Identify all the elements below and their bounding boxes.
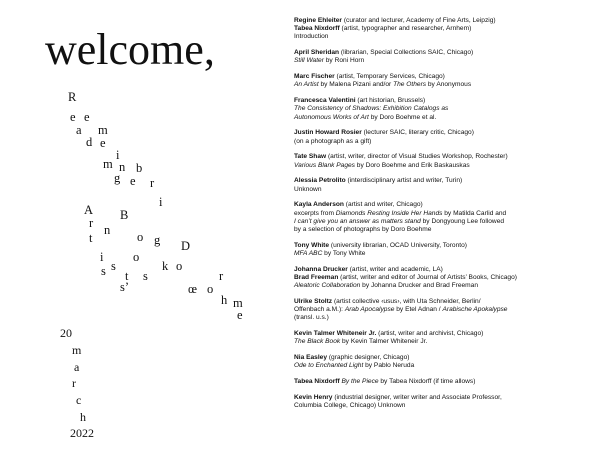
entry-line [294,330,594,338]
reading-entry [294,129,594,145]
speaker-name: April Sheridan [294,49,340,57]
entry-text: by Johanna Drucker and Brad Freeman [360,282,478,290]
scatter-letter: s [143,269,148,283]
scatter-letter: e [70,110,76,124]
reading-entry [294,330,594,346]
entry-text: Introduction [294,33,329,41]
speaker-name: Regine Ehleiter [294,17,343,24]
welcome-heading: welcome, [45,25,215,74]
scatter-letter: o [137,230,144,244]
reading-entry [294,17,594,42]
work-title: Arab Apocalypse [344,306,395,314]
reading-entry [294,153,594,169]
scatter-letter: R [68,90,77,104]
work-title: Diamonds Resting Inside Her Hands [335,209,443,217]
scatter-letter: i [159,195,163,209]
work-title: An Artist [294,81,319,89]
reading-entry [294,378,594,386]
scatter-letter: o [176,259,183,273]
date-part: 2022 [70,426,94,440]
speaker-name: Brad Freeman [294,274,339,282]
entry-line [294,153,594,161]
scatter-letter: s [111,259,116,273]
speaker-name: Kayla Anderson [294,201,344,209]
scatter-letter: m [233,296,243,310]
entry-text: (interdisciplinary artist and writer, Turin) [345,177,463,185]
entry-line [294,354,594,362]
entry-line [294,218,594,226]
entry-line [294,226,594,234]
date-part: h [80,410,86,424]
scatter-letter: o [207,282,214,296]
reading-entry [294,242,594,258]
entry-text: (lecturer SAIC, literary critic, Chicago) [361,129,474,137]
reading-entry [294,394,594,410]
scatter-letter: œ [188,282,198,296]
entry-line [294,266,594,274]
scatter-letter: d [86,135,93,149]
entry-text: by a selection of photographs by Doro Boehme [294,226,432,234]
scatter-letter: i [100,250,104,264]
scatter-letter: a [76,123,82,137]
work-title: Aleatoric Collaboration [294,282,361,290]
entry-line [294,210,594,218]
scatter-letter: i [116,148,120,162]
scatter-letter: s’ [120,280,130,294]
scatter-letter: t [125,269,129,283]
entry-line [294,138,594,146]
speaker-name: Francesca Valentini [294,97,356,105]
entry-line [294,274,594,282]
speaker-name: Kevin Talmer Whiteneir Jr. [294,330,377,338]
reading-entry [294,266,594,291]
entry-text: excerpts from [294,209,336,217]
entry-line [294,362,594,370]
speaker-name: Kevin Henry [294,394,333,402]
scatter-letter: B [120,208,129,222]
entry-text: by Tony White [322,250,366,258]
scatter-letter: g [114,171,121,185]
date-part: c [76,393,82,407]
entry-line [294,49,594,57]
speaker-name: Tabea Nixdorff [294,378,340,386]
scattered-title [0,0,280,450]
work-title: Ode to Enchanted Light [294,362,364,370]
scatter-letter: h [221,293,228,307]
work-title: I can’t give you an answer as matters stand [294,217,421,225]
entry-line [294,17,594,25]
entry-line [294,394,594,402]
scatter-letter: m [98,123,108,137]
scatter-letter: r [219,269,224,283]
entry-text: (artist, writer, director of Visual Studies Workshop, Rochester) [326,153,508,161]
entry-line [294,298,594,306]
entry-text: (artist collective ‹usus›, with Uta Schneider, Berlin/ [332,298,481,306]
entry-text: (graphic designer, Chicago) [327,354,410,362]
scatter-letter: n [104,223,111,237]
entry-line [294,314,594,322]
entry-line [294,97,594,105]
entry-line [294,402,594,410]
entry-text: by Etel Adnan / [394,306,443,314]
entry-text: (artist, writer and editor of Journal of Artists’ Books, Chicago) [338,274,517,282]
reading-entry [294,97,594,122]
entry-text: by Kevin Talmer Whiteneir Jr. [340,338,428,346]
reading-entry [294,177,594,193]
reading-entry [294,49,594,65]
entry-line [294,201,594,209]
scatter-letter: e [84,110,90,124]
entry-line [294,162,594,170]
entry-text: by Dongyoung Lee followed [420,217,505,225]
entry-text: by Pablo Neruda [363,362,415,370]
entry-line [294,306,594,314]
entry-line [294,73,594,81]
entry-line [294,282,594,290]
entry-line [294,338,594,346]
date-part: a [74,360,80,374]
scatter-letter: s [101,264,106,278]
scatter-letter: k [162,259,169,273]
entry-line [294,25,594,33]
entry-text: (artist, typographer and researcher, Arnhem) [339,25,472,33]
scatter-letter: g [154,233,161,247]
entry-text: (artist and writer, Chicago) [343,201,423,209]
work-title: By the Piece [341,378,379,386]
reading-entry [294,298,594,323]
work-title: Autonomous Works of Art [294,113,369,121]
entry-line [294,114,594,122]
speaker-name: Alessia Petrolito [294,177,346,185]
date-part: r [72,376,76,390]
scatter-letter: e [130,174,136,188]
entry-line [294,81,594,89]
work-title: Still Water [294,57,324,65]
date-part: 20 [60,326,72,340]
scatter-letter: n [119,160,126,174]
entry-text: (curator and lecturer, Academy of Fine Arts, Leipzig) [342,17,496,24]
entry-text: (art historian, Brussels) [355,97,426,105]
entry-line [294,177,594,185]
entry-text: (on a photograph as a gift) [294,137,372,145]
scatter-letter: t [89,231,93,245]
entry-text: by Anonymous [426,81,472,89]
reading-entry [294,73,594,89]
entry-text: Unknown [294,185,322,193]
entry-text: by Roni Horn [323,57,365,65]
speaker-name: Ulrike Stoltz [294,298,333,306]
date-part: m [72,343,82,357]
speaker-name: Tony White [294,241,330,249]
entry-line [294,242,594,250]
reading-entry [294,354,594,370]
entry-text: (artist, writer and archivist, Chicago) [376,330,484,338]
speaker-name: Justin Howard Rosier [294,129,362,137]
reading-list [294,17,594,418]
work-title: The Consistency of Shadows: Exhibition Catalogs as [294,105,449,113]
scatter-letter: r [89,216,94,230]
entry-line [294,250,594,258]
entry-text: by Tabea Nixdorff (if time allows) [378,378,476,386]
entry-text: (artist, Temporary Services, Chicago) [334,73,445,81]
entry-text: by Doro Boehme and Erik Baskauskas [354,161,470,169]
entry-text: by Matilda Carlid and [442,209,507,217]
work-title: Arabische Apokalypse [442,306,508,314]
entry-line [294,186,594,194]
entry-text: Columbia College, Chicago) Unknown [294,402,406,410]
scatter-letter: b [136,161,143,175]
entry-text: by Doro Boehme et al. [368,113,437,121]
speaker-name: Marc Fischer [294,73,335,81]
entry-line [294,129,594,137]
scatter-letter: o [133,250,140,264]
entry-line [294,105,594,113]
scatter-letter: r [150,176,155,190]
entry-text: (university librarian, OCAD University, Toronto) [329,241,467,249]
work-title: The Others [393,81,427,89]
speaker-name: Johanna Drucker [294,265,348,273]
work-title: Various Blank Pages [294,161,355,169]
scatter-letter: m [103,157,113,171]
speaker-name: Tabea Nixdorff [294,25,340,33]
entry-text: (artist, writer and academic, LA) [347,265,443,273]
entry-text: (librarian, Special Collections SAIC, Chicago) [339,49,474,57]
scatter-letter: A [84,203,94,217]
entry-text: Offenbach a.M.): [294,306,345,314]
reading-entry [294,201,594,234]
entry-text: by Malena Pizani and/or [318,81,394,89]
work-title: The Black Book [294,338,341,346]
entry-line [294,57,594,65]
entry-text: (industrial designer, writer writer and Associate Professor, [332,394,502,402]
entry-line [294,33,594,41]
work-title: MFA ABC [294,250,323,258]
scatter-letter: e [237,308,243,322]
entry-text: (transl. u.s.) [294,314,329,322]
speaker-name: Nia Easley [294,354,327,362]
entry-line [294,378,594,386]
speaker-name: Tate Shaw [294,153,327,161]
scatter-letter: e [100,136,106,150]
scatter-letter: D [181,239,191,253]
